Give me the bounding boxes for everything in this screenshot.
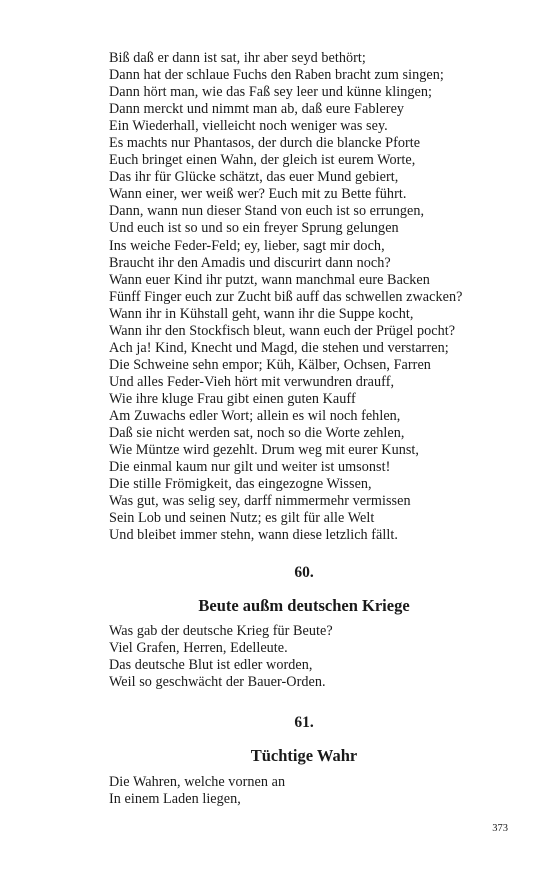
poem-title: Tüchtige Wahr [250, 746, 358, 765]
verse-line: Ins weiche Feder-Feld; ey, lieber, sagt mir doch, [109, 237, 385, 254]
verse-line: Das deutsche Blut ist edler worden, [109, 657, 313, 674]
verse-line: Weil so geschwächt der Bauer-Orden. [109, 674, 326, 691]
page-number: 373 [492, 823, 508, 834]
verse-line: Und euch ist so und so ein freyer Sprung gelungen [109, 220, 399, 237]
verse-line: In einem Laden liegen, [109, 791, 241, 808]
poem-number: 60. [294, 564, 314, 581]
poem-stanza [109, 774, 285, 808]
verse-line: Daß sie nicht werden sat, noch so die Worte zehlen, [109, 425, 405, 442]
poem-stanza [109, 623, 333, 691]
verse-line: Ach ja! Kind, Knecht und Magd, die stehen und verstarren; [109, 339, 449, 356]
verse-line: Wann einer, wer weiß wer? Euch mit zu Bette führt. [109, 186, 407, 203]
verse-line: Wann ihr den Stockfisch bleut, wann euch der Prügel pocht? [109, 322, 456, 339]
verse-line: Braucht ihr den Amadis und discurirt dann noch? [109, 254, 391, 271]
verse-line: Die stille Frömigkeit, das eingezogne Wissen, [109, 476, 372, 493]
verse-line: Dann hört man, wie das Faß sey leer und künne klingen; [109, 84, 433, 101]
poem-number: 61. [294, 714, 314, 731]
verse-line: Am Zuwachs edler Wort; allein es wil noch fehlen, [109, 407, 401, 424]
verse-line: Biß daß er dann ist sat, ihr aber seyd bethört; [109, 50, 366, 66]
verse-line: Dann, wann nun dieser Stand von euch ist so errungen, [109, 203, 425, 220]
verse-line: Ein Wiederhall, vielleicht noch weniger was sey. [109, 118, 388, 135]
verse-line: Euch bringet einen Wahn, der gleich ist eurem Worte, [109, 152, 416, 169]
verse-line: Wann euer Kind ihr putzt, wann manchmal eure Backen [109, 271, 430, 288]
verse-line: Dann hat der schlaue Fuchs den Raben bracht zum singen; [109, 67, 444, 84]
verse-line: Es machts nur Phantasos, der durch die blancke Pforte [109, 135, 421, 152]
prior-poem-stanza [109, 50, 462, 544]
verse-line: Die Wahren, welche vornen an [109, 774, 286, 790]
verse-line: Das ihr für Glücke schätzt, das euer Mund gebiert, [109, 169, 399, 186]
verse-line: Was gut, was selig sey, darff nimmermehr vermissen [109, 493, 411, 510]
verse-line: Die einmal kaum nur gilt und weiter ist umsonst! [109, 459, 391, 476]
verse-line: Wie ihre kluge Frau gibt einen guten Kauff [109, 390, 356, 407]
verse-line: Was gab der deutsche Krieg für Beute? [109, 623, 333, 639]
verse-line: Wie Müntze wird gezehlt. Drum weg mit eurer Kunst, [109, 442, 420, 459]
verse-line: Viel Grafen, Herren, Edelleute. [109, 640, 288, 657]
verse-line: Wann ihr in Kühstall geht, wann ihr die Suppe kocht, [109, 305, 414, 322]
verse-line: Fünff Finger euch zur Zucht biß auff das schwellen zwacken? [109, 288, 463, 305]
verse-line: Und bleibet immer stehn, wann diese letzlich fällt. [109, 527, 398, 544]
verse-line: Die Schweine sehn empor; Küh, Kälber, Ochsen, Farren [109, 356, 431, 373]
poem-title: Beute außm deutschen Kriege [198, 596, 410, 615]
verse-line: Sein Lob und seinen Nutz; es gilt für alle Welt [109, 510, 375, 527]
verse-line: Und alles Feder-Vieh hört mit verwundren drauff, [109, 373, 395, 390]
verse-line: Dann merckt und nimmt man ab, daß eure Fablerey [109, 101, 405, 118]
